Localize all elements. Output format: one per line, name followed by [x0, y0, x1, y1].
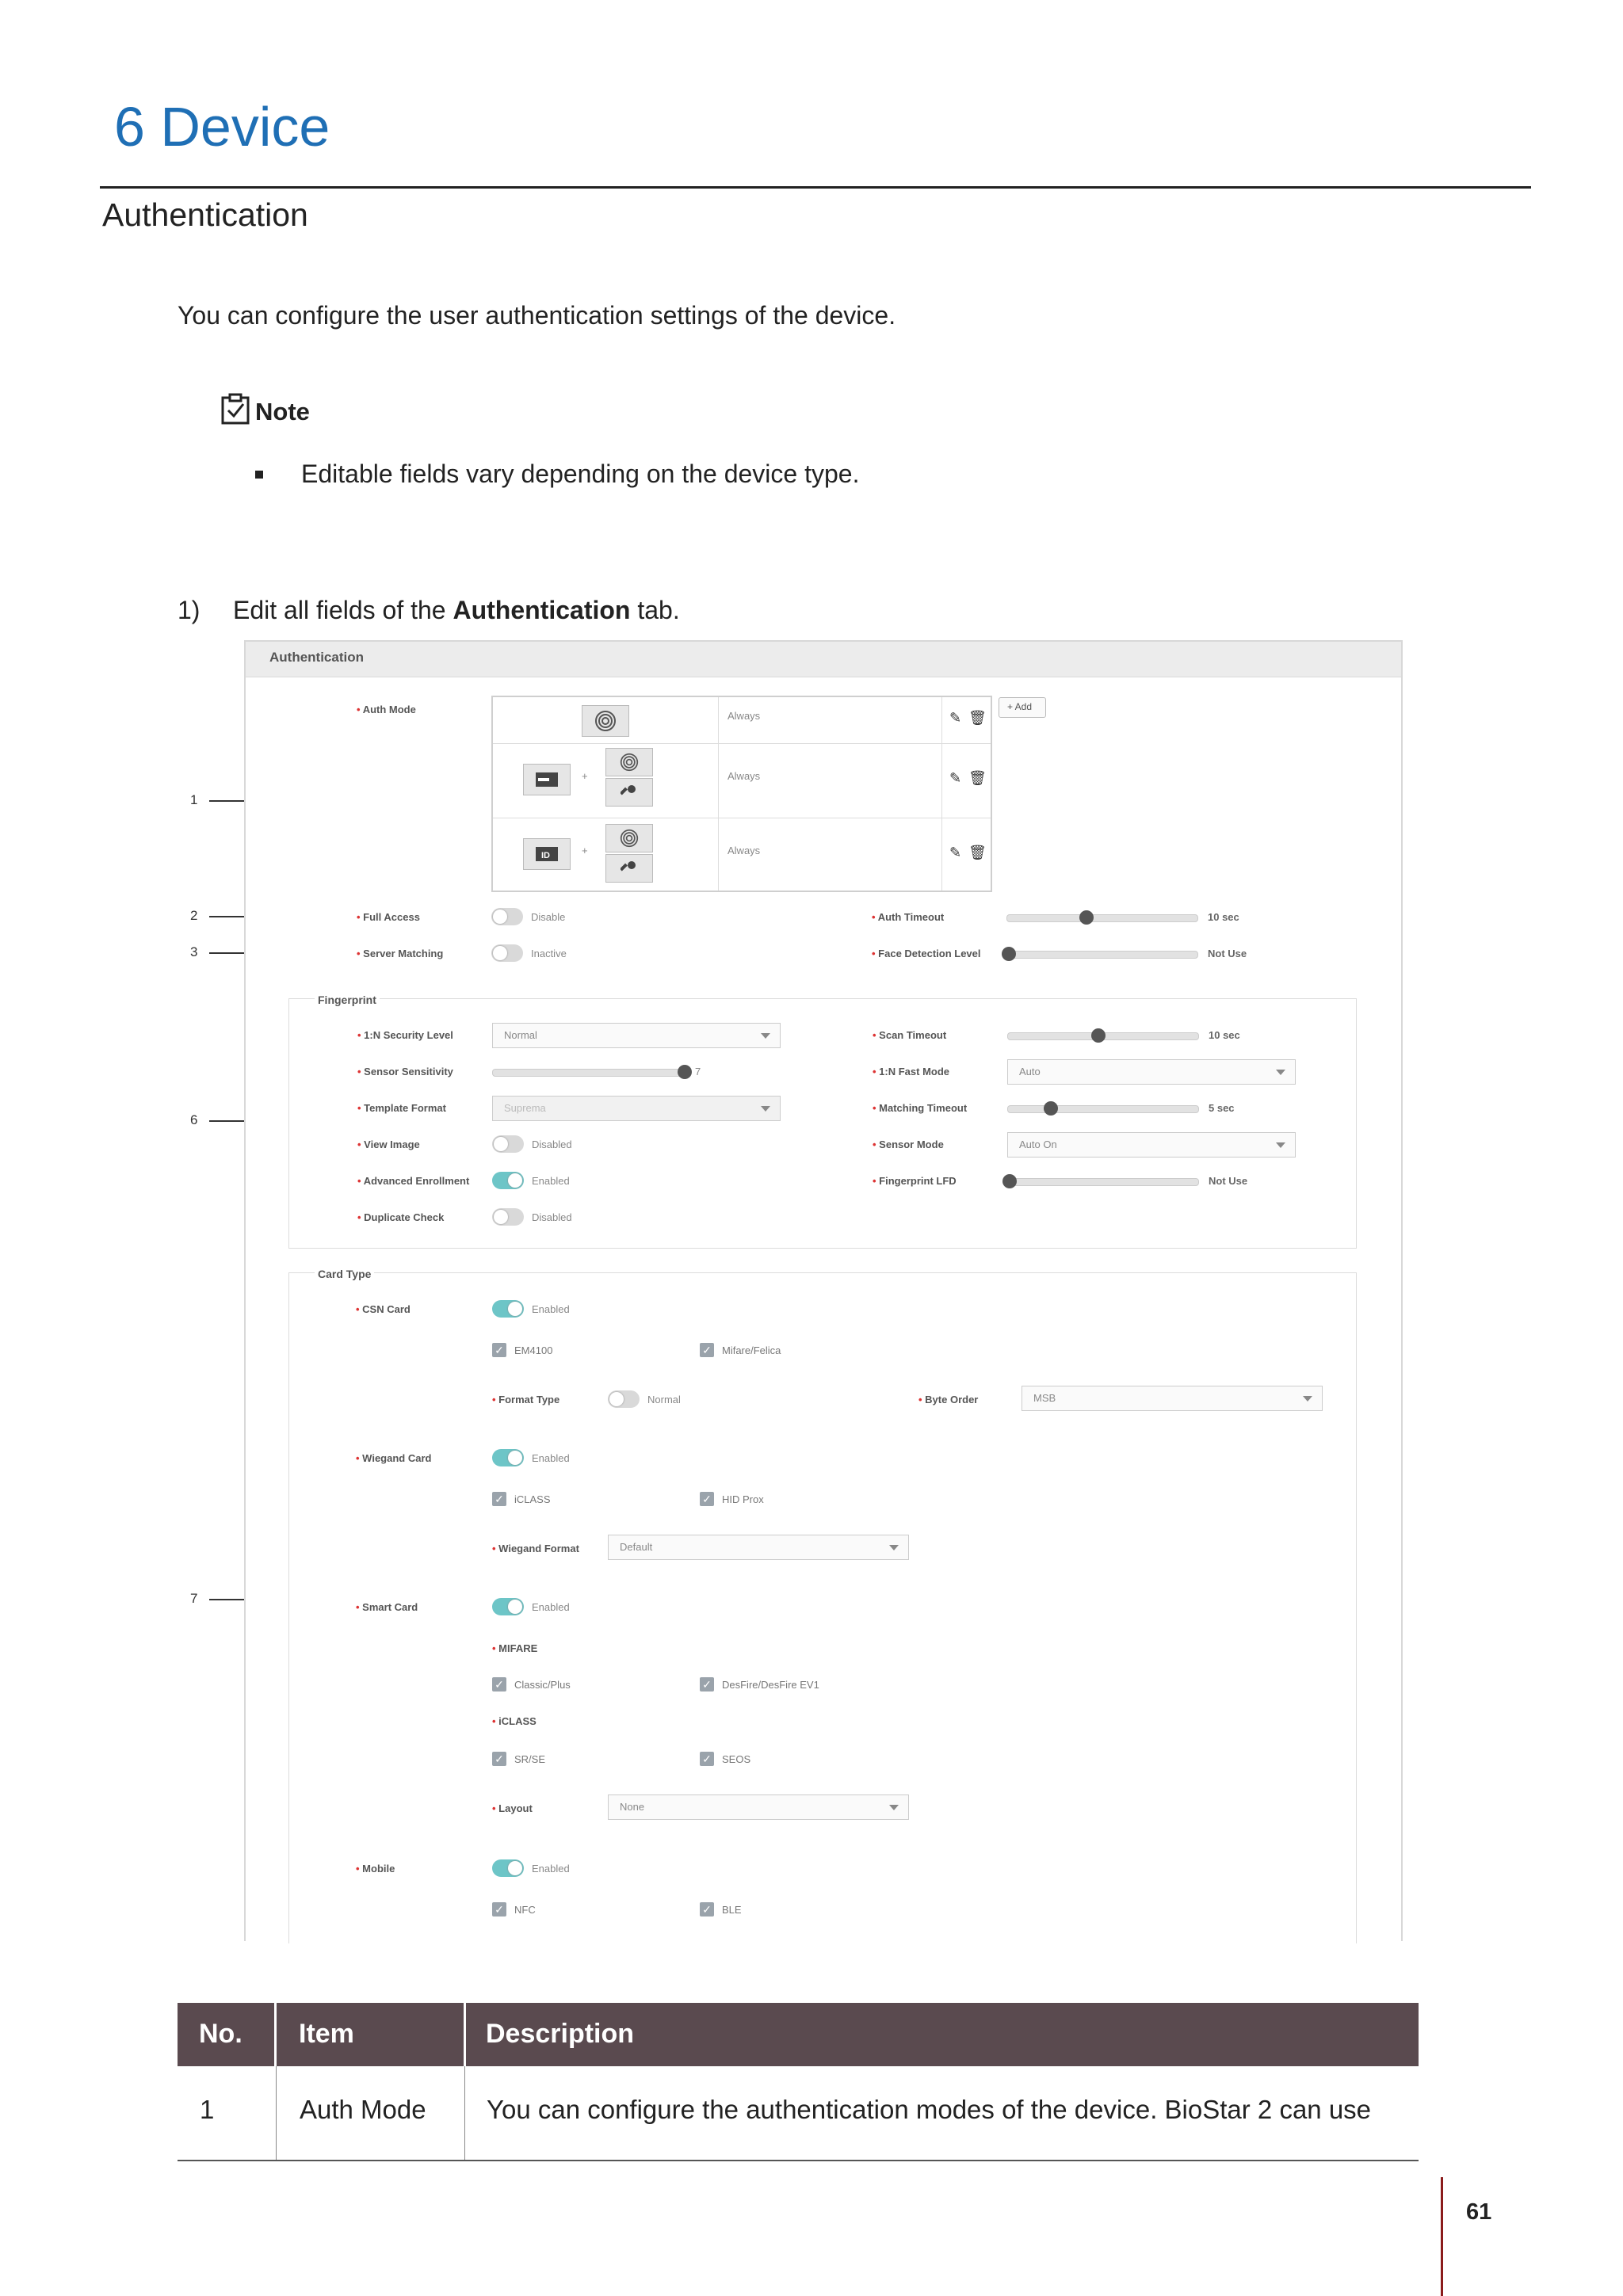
auth-timeout-knob[interactable] — [1079, 910, 1094, 925]
chevron-down-icon — [1303, 1396, 1312, 1402]
intro-text: You can configure the user authentication settings of the device. — [178, 301, 896, 330]
auth-timeout-label: • Auth Timeout — [872, 911, 944, 923]
key-icon — [605, 778, 653, 807]
view-image-value: Disabled — [532, 1138, 572, 1150]
chevron-down-icon — [761, 1033, 770, 1039]
ble-label: BLE — [722, 1904, 742, 1916]
plus-sign: + — [582, 770, 588, 782]
chevron-down-icon — [761, 1106, 770, 1112]
classic-plus-checkbox[interactable]: ✓ — [492, 1677, 506, 1691]
wiegand-format-select[interactable] — [608, 1535, 909, 1560]
fingerprint-panel — [288, 994, 1357, 1249]
iclass-label: iCLASS — [514, 1493, 551, 1505]
wiegand-format-label: • Wiegand Format — [492, 1543, 579, 1554]
csn-card-value: Enabled — [532, 1303, 570, 1315]
add-auth-mode-button[interactable] — [999, 697, 1046, 718]
security-level-value: Normal — [504, 1029, 537, 1041]
settings-screenshot — [244, 640, 1403, 1941]
auth-mode-schedule-3: Always — [727, 845, 761, 856]
screenshot-header — [246, 642, 1401, 677]
auth-timeout-value: 10 sec — [1208, 911, 1239, 923]
cell-description: You can configure the authentication modes of the device. BioStar 2 can use — [487, 2095, 1372, 2124]
iclass-checkbox[interactable]: ✓ — [492, 1492, 506, 1506]
desfire-checkbox[interactable]: ✓ — [700, 1677, 714, 1691]
bullet-marker — [255, 471, 263, 479]
auth-mode-list — [491, 696, 992, 892]
mobile-label: • Mobile — [356, 1863, 395, 1875]
fingerprint-lfd-knob[interactable] — [1002, 1174, 1017, 1188]
chevron-down-icon — [889, 1545, 899, 1550]
format-type-value: Normal — [647, 1394, 681, 1405]
chapter-title: 6 Device — [114, 96, 330, 158]
server-matching-toggle[interactable] — [491, 944, 523, 962]
scan-timeout-knob[interactable] — [1091, 1028, 1106, 1043]
nfc-label: NFC — [514, 1904, 536, 1916]
em4100-label: EM4100 — [514, 1344, 553, 1356]
edit-icon[interactable]: ✎ — [949, 845, 962, 860]
auth-mode-label: • Auth Mode — [357, 704, 416, 715]
card-icon — [523, 764, 571, 795]
row-divider — [493, 743, 991, 744]
face-detection-slider[interactable] — [1006, 951, 1198, 959]
mifare-label: • MIFARE — [492, 1642, 537, 1654]
view-image-label: • View Image — [357, 1138, 420, 1150]
template-format-label: • Template Format — [357, 1102, 446, 1114]
row-divider — [276, 2066, 277, 2160]
header-divider — [464, 2003, 466, 2066]
scan-timeout-label: • Scan Timeout — [873, 1029, 946, 1041]
col-header-no: No. — [199, 2019, 242, 2049]
ble-checkbox[interactable]: ✓ — [700, 1902, 714, 1917]
col-divider — [941, 697, 942, 891]
byte-order-select[interactable] — [1022, 1386, 1323, 1411]
matching-timeout-value: 5 sec — [1209, 1102, 1235, 1114]
view-image-toggle[interactable] — [492, 1135, 524, 1153]
heading-rule — [100, 186, 1531, 189]
sensitivity-knob[interactable] — [678, 1065, 692, 1079]
csn-card-label: • CSN Card — [356, 1303, 411, 1315]
note-label: Note — [255, 398, 310, 425]
callout-3: 3 — [190, 944, 198, 959]
cell-no: 1 — [200, 2095, 215, 2124]
sensitivity-label: • Sensor Sensitivity — [357, 1066, 453, 1077]
fingerprint-icon — [582, 705, 629, 737]
full-access-value: Disable — [531, 911, 566, 923]
smart-card-value: Enabled — [532, 1601, 570, 1613]
layout-select[interactable] — [608, 1794, 909, 1820]
wiegand-card-toggle[interactable] — [492, 1449, 524, 1466]
full-access-toggle[interactable] — [491, 908, 523, 925]
fingerprint-title: Fingerprint — [315, 994, 380, 1006]
byte-order-value: MSB — [1033, 1392, 1056, 1404]
step-number: 1) — [178, 596, 200, 624]
format-type-toggle[interactable] — [608, 1390, 640, 1408]
table-header — [178, 2003, 1419, 2066]
card-type-panel — [288, 1268, 1357, 1943]
edit-icon[interactable]: ✎ — [949, 770, 962, 786]
duplicate-check-toggle[interactable] — [492, 1208, 524, 1226]
format-type-label: • Format Type — [492, 1394, 559, 1405]
key-icon — [605, 854, 653, 883]
server-matching-label: • Server Matching — [357, 948, 443, 959]
sensitivity-value: 7 — [695, 1066, 701, 1077]
classic-plus-label: Classic/Plus — [514, 1679, 571, 1691]
auth-timeout-slider[interactable] — [1006, 914, 1198, 922]
mifare-felica-label: Mifare/Felica — [722, 1344, 781, 1356]
fingerprint-icon — [605, 824, 653, 852]
trash-icon[interactable]: 🗑 — [968, 845, 987, 860]
id-icon — [523, 838, 571, 870]
smart-card-toggle[interactable] — [492, 1598, 524, 1615]
fingerprint-lfd-slider[interactable] — [1007, 1178, 1199, 1186]
callout-1: 1 — [190, 792, 198, 807]
cell-item: Auth Mode — [300, 2095, 426, 2124]
advanced-enrollment-value: Enabled — [532, 1175, 570, 1187]
fingerprint-icon — [605, 748, 653, 776]
scan-timeout-value: 10 sec — [1209, 1029, 1240, 1041]
template-format-value: Suprema — [504, 1102, 546, 1114]
byte-order-label: • Byte Order — [918, 1394, 978, 1405]
layout-label: • Layout — [492, 1802, 533, 1814]
sr-se-checkbox[interactable]: ✓ — [492, 1752, 506, 1766]
sensor-mode-select[interactable] — [1007, 1132, 1296, 1158]
col-divider — [718, 697, 719, 891]
full-access-label: • Full Access — [357, 911, 420, 923]
nfc-checkbox[interactable]: ✓ — [492, 1902, 506, 1917]
clipboard-check-icon — [220, 393, 250, 425]
wiegand-card-value: Enabled — [532, 1452, 570, 1464]
chevron-down-icon — [1276, 1070, 1285, 1075]
section-title: Authentication — [102, 196, 308, 233]
callout-6: 6 — [190, 1112, 198, 1127]
template-format-select — [492, 1096, 781, 1121]
sensitivity-slider[interactable] — [492, 1069, 684, 1077]
wiegand-card-label: • Wiegand Card — [356, 1452, 431, 1464]
face-detection-knob[interactable] — [1002, 947, 1016, 961]
matching-timeout-slider[interactable] — [1007, 1105, 1199, 1113]
callout-7: 7 — [190, 1591, 198, 1606]
fast-mode-value: Auto — [1019, 1066, 1041, 1077]
trash-icon[interactable]: 🗑 — [968, 770, 987, 786]
col-header-description: Description — [486, 2019, 635, 2049]
security-level-label: • 1:N Security Level — [357, 1029, 453, 1041]
header-divider — [274, 2003, 277, 2066]
face-detection-value: Not Use — [1208, 948, 1247, 959]
smart-iclass-label: • iCLASS — [492, 1715, 537, 1727]
mifare-felica-checkbox[interactable]: ✓ — [700, 1343, 714, 1357]
step-text — [233, 596, 680, 625]
smart-card-label: • Smart Card — [356, 1601, 418, 1613]
server-matching-value: Inactive — [531, 948, 567, 959]
edit-icon[interactable]: ✎ — [949, 710, 962, 726]
step-text-before: Edit all fields of the — [233, 596, 453, 624]
sr-se-label: SR/SE — [514, 1753, 546, 1765]
auth-mode-schedule-2: Always — [727, 770, 761, 782]
face-detection-label: • Face Detection Level — [872, 948, 981, 959]
em4100-checkbox[interactable]: ✓ — [492, 1343, 506, 1357]
fingerprint-lfd-label: • Fingerprint LFD — [873, 1175, 957, 1187]
mobile-value: Enabled — [532, 1863, 570, 1875]
wiegand-format-value: Default — [620, 1541, 653, 1553]
page-number: 61 — [1466, 2199, 1492, 2225]
duplicate-check-label: • Duplicate Check — [357, 1211, 444, 1223]
seos-label: SEOS — [722, 1753, 751, 1765]
seos-checkbox[interactable]: ✓ — [700, 1752, 714, 1766]
fast-mode-label: • 1:N Fast Mode — [873, 1066, 949, 1077]
security-level-select[interactable] — [492, 1023, 781, 1048]
matching-timeout-label: • Matching Timeout — [873, 1102, 967, 1114]
col-header-item: Item — [299, 2019, 354, 2049]
layout-value: None — [620, 1801, 645, 1813]
card-type-title: Card Type — [315, 1268, 374, 1280]
add-button-label: + Add — [1007, 701, 1033, 712]
sensor-mode-label: • Sensor Mode — [873, 1138, 944, 1150]
matching-timeout-knob[interactable] — [1044, 1101, 1058, 1116]
callout-2: 2 — [190, 908, 198, 923]
step-text-bold: Authentication — [453, 596, 631, 624]
table-row — [178, 2066, 1419, 2161]
advanced-enrollment-label: • Advanced Enrollment — [357, 1175, 469, 1187]
note-item: Editable fields vary depending on the device type. — [301, 460, 860, 488]
chevron-down-icon — [1276, 1142, 1285, 1148]
plus-sign: + — [582, 845, 588, 856]
advanced-enrollment-toggle[interactable] — [492, 1172, 524, 1189]
chevron-down-icon — [889, 1805, 899, 1810]
page-number-rule — [1441, 2177, 1443, 2296]
duplicate-check-value: Disabled — [532, 1211, 572, 1223]
step-text-after: tab. — [630, 596, 680, 624]
auth-mode-schedule-1: Always — [727, 710, 761, 722]
desfire-label: DesFire/DesFire EV1 — [722, 1679, 819, 1691]
hid-prox-checkbox[interactable]: ✓ — [700, 1492, 714, 1506]
fingerprint-lfd-value: Not Use — [1209, 1175, 1248, 1187]
row-divider — [464, 2066, 465, 2160]
csn-card-toggle[interactable] — [492, 1300, 524, 1318]
mobile-toggle[interactable] — [492, 1859, 524, 1877]
sensor-mode-value: Auto On — [1019, 1138, 1057, 1150]
screenshot-title: Authentication — [269, 650, 364, 665]
fast-mode-select[interactable] — [1007, 1059, 1296, 1085]
hid-prox-label: HID Prox — [722, 1493, 764, 1505]
trash-icon[interactable]: 🗑 — [968, 710, 987, 726]
svg-text:ID: ID — [541, 851, 550, 860]
